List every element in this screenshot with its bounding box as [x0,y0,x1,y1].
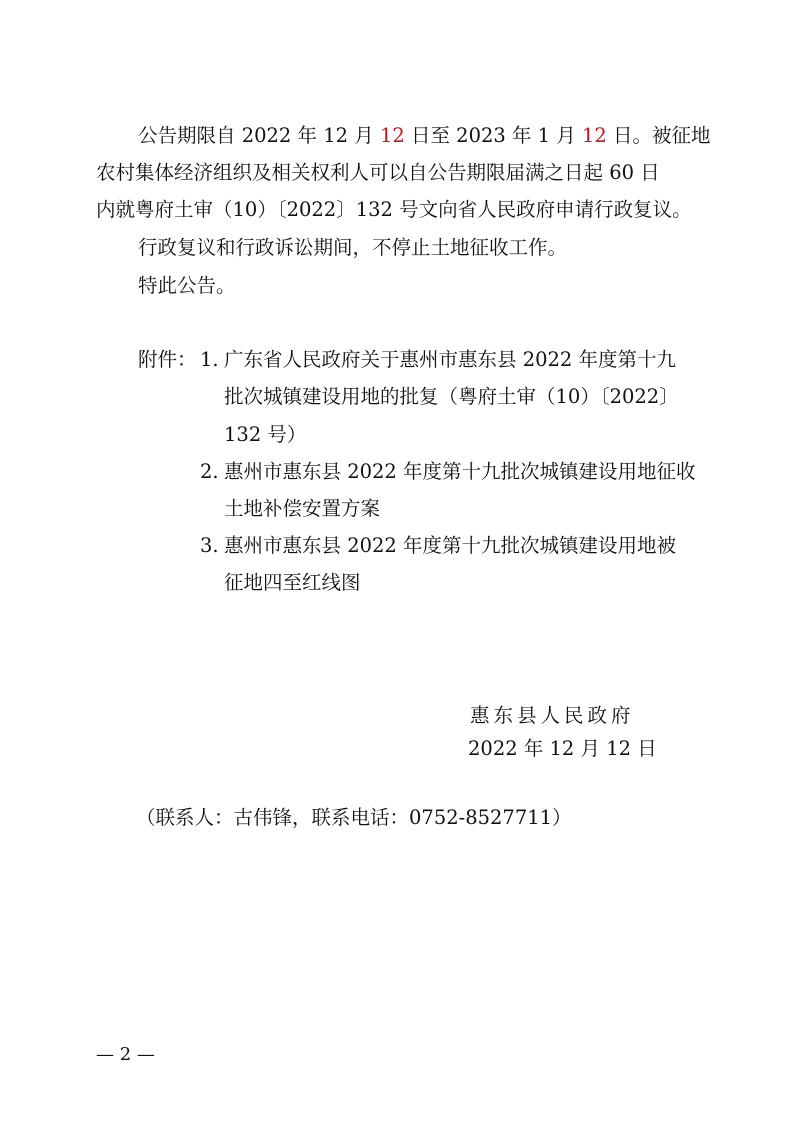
notice-closing: 特此公告。 [138,274,236,297]
notice-line-2: 农村集体经济组织及相关权利人可以自公告期限届满之日起 60 日 [96,161,660,184]
notice-line-3: 内就粤府土审（10）〔2022〕132 号文向省人民政府申请行政复议。 [96,198,692,221]
attachment-2-line-1: 惠州市惠东县 2022 年度第十九批次城镇建设用地征收 [224,460,696,483]
attachment-1-line-1: 广东省人民政府关于惠州市惠东县 2022 年度第十九 [224,348,677,371]
attachment-2-number: 2. [200,460,219,483]
notice-text: 公告期限自 2022 年 12 月 [138,124,380,147]
attachment-3-number: 3. [200,534,219,557]
highlight-day: 12 [582,124,607,147]
attachment-label: 附件： [138,348,197,371]
attachment-3-line-1: 惠州市惠东县 2022 年度第十九批次城镇建设用地被 [224,534,677,557]
contact-info: （联系人：古伟锋，联系电话：0752-8527711） [136,806,572,829]
notice-line-1 [138,124,711,148]
attachment-3-line-2: 征地四至红线图 [224,571,361,594]
signature-organization: 惠东县人民政府 [470,704,635,727]
signature-date: 2022 年 12 月 12 日 [468,737,657,760]
attachment-1-line-3: 132 号） [224,423,307,446]
highlight-day: 12 [379,124,405,147]
notice-text: 日。被征地 [606,124,711,147]
notice-text: 日至 2023 年 1 月 [404,124,582,147]
page-number: — 2 — [96,1044,155,1065]
attachment-2-line-2: 土地补偿安置方案 [224,497,381,520]
attachment-1-line-2: 批次城镇建设用地的批复（粤府土审（10）〔2022〕 [224,385,679,408]
attachment-1-number: 1. [200,348,219,371]
notice-paragraph-2: 行政复议和行政诉讼期间，不停止土地征收工作。 [138,236,568,259]
